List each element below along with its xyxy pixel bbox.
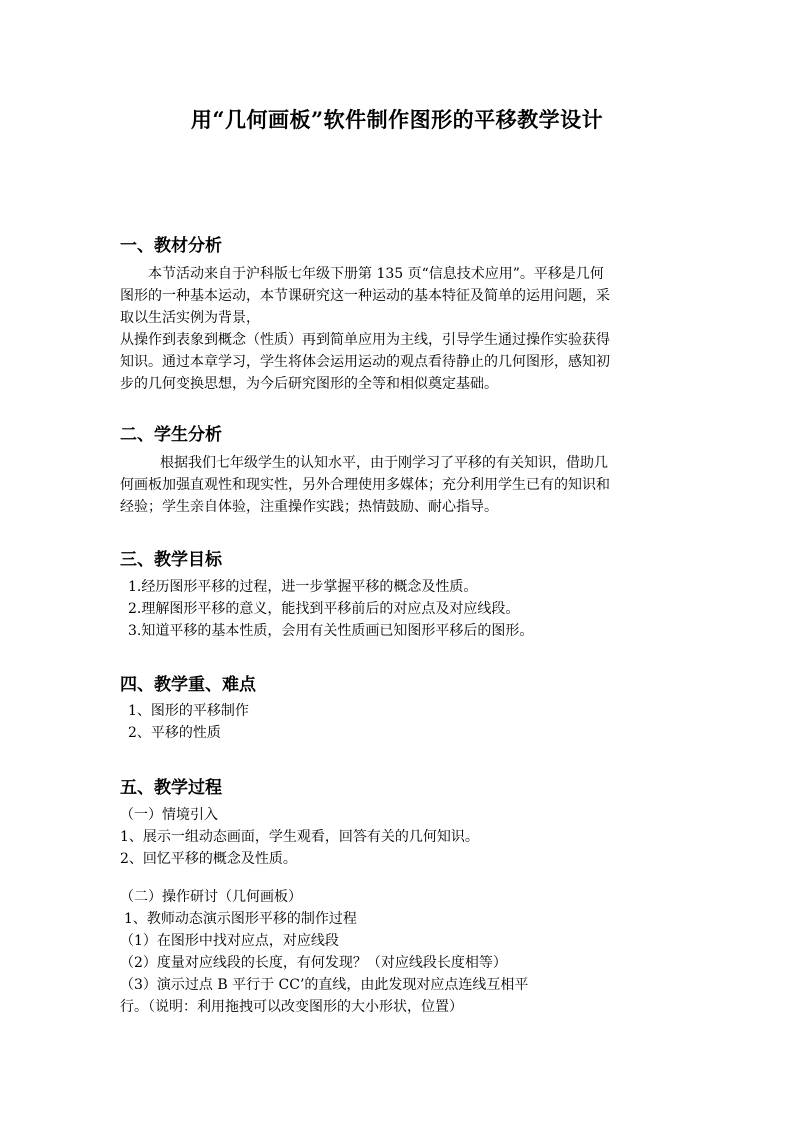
process-item: （2）度量对应线段的长度，有何发现？（对应线段长度相等） — [120, 955, 507, 971]
process-item: （1）在图形中找对应点，对应线段 — [120, 933, 339, 949]
process-item: 1、展示一组动态画面，学生观看，回答有关的几何知识。 — [120, 829, 479, 845]
goal-item: 2.理解图形平移的意义，能找到平移前后的对应点及对应线段。 — [128, 601, 520, 617]
paragraph-line: 步的几何变换思想，为今后研究图形的全等和相似奠定基础。 — [120, 376, 498, 392]
paragraph-line: 从操作到表象到概念（性质）再到简单应用为主线，引导学生通过操作实验获得 — [120, 332, 610, 348]
goal-item: 1.经历图形平移的过程，进一步掌握平移的概念及性质。 — [128, 579, 478, 595]
goal-item: 3.知道平移的基本性质，会用有关性质画已知图形平移后的图形。 — [128, 623, 534, 639]
paragraph-line: 何画板加强直观性和现实性，另外合理使用多媒体；充分利用学生已有的知识和 — [120, 477, 610, 493]
section-heading-teaching-goals: 三、教学目标 — [120, 550, 222, 570]
process-item: （3）演示过点 B 平行于 CC’的直线，由此发现对应点连线互相平 — [120, 977, 529, 993]
document-title: 用“几何画板”软件制作图形的平移教学设计 — [190, 107, 604, 132]
process-item: 行。（说明：利用拖拽可以改变图形的大小形状，位置） — [120, 999, 463, 1015]
paragraph-line: 图形的一种基本运动，本节课研究这一种运动的基本特征及简单的运用问题，采 — [120, 288, 610, 304]
key-point-item: 2、平移的性质 — [128, 725, 221, 741]
paragraph-line: 经验；学生亲自体验，注重操作实践；热情鼓励、耐心指导。 — [120, 499, 498, 515]
section-heading-textbook-analysis: 一、教材分析 — [120, 236, 222, 256]
paragraph-line: 本节活动来自于沪科版七年级下册第 135 页“信息技术应用”。平移是几何 — [148, 266, 604, 282]
subsection-title: （一）情境引入 — [120, 807, 218, 823]
key-point-item: 1、图形的平移制作 — [128, 703, 249, 719]
subsection-title: （二）操作研讨（几何画板） — [120, 889, 302, 905]
section-heading-student-analysis: 二、学生分析 — [120, 425, 222, 445]
section-heading-key-points: 四、教学重、难点 — [120, 675, 256, 695]
section-heading-teaching-process: 五、教学过程 — [120, 778, 222, 798]
process-item: 2、回忆平移的概念及性质。 — [120, 851, 297, 867]
process-item: 1、教师动态演示图形平移的制作过程 — [124, 911, 357, 927]
paragraph-line: 知识。通过本章学习，学生将体会运用运动的观点看待静止的几何图形，感知初 — [120, 354, 610, 370]
paragraph-line: 取以生活实例为背景， — [120, 310, 260, 326]
paragraph-line: 根据我们七年级学生的认知水平，由于刚学习了平移的有关知识，借助几 — [160, 455, 608, 471]
